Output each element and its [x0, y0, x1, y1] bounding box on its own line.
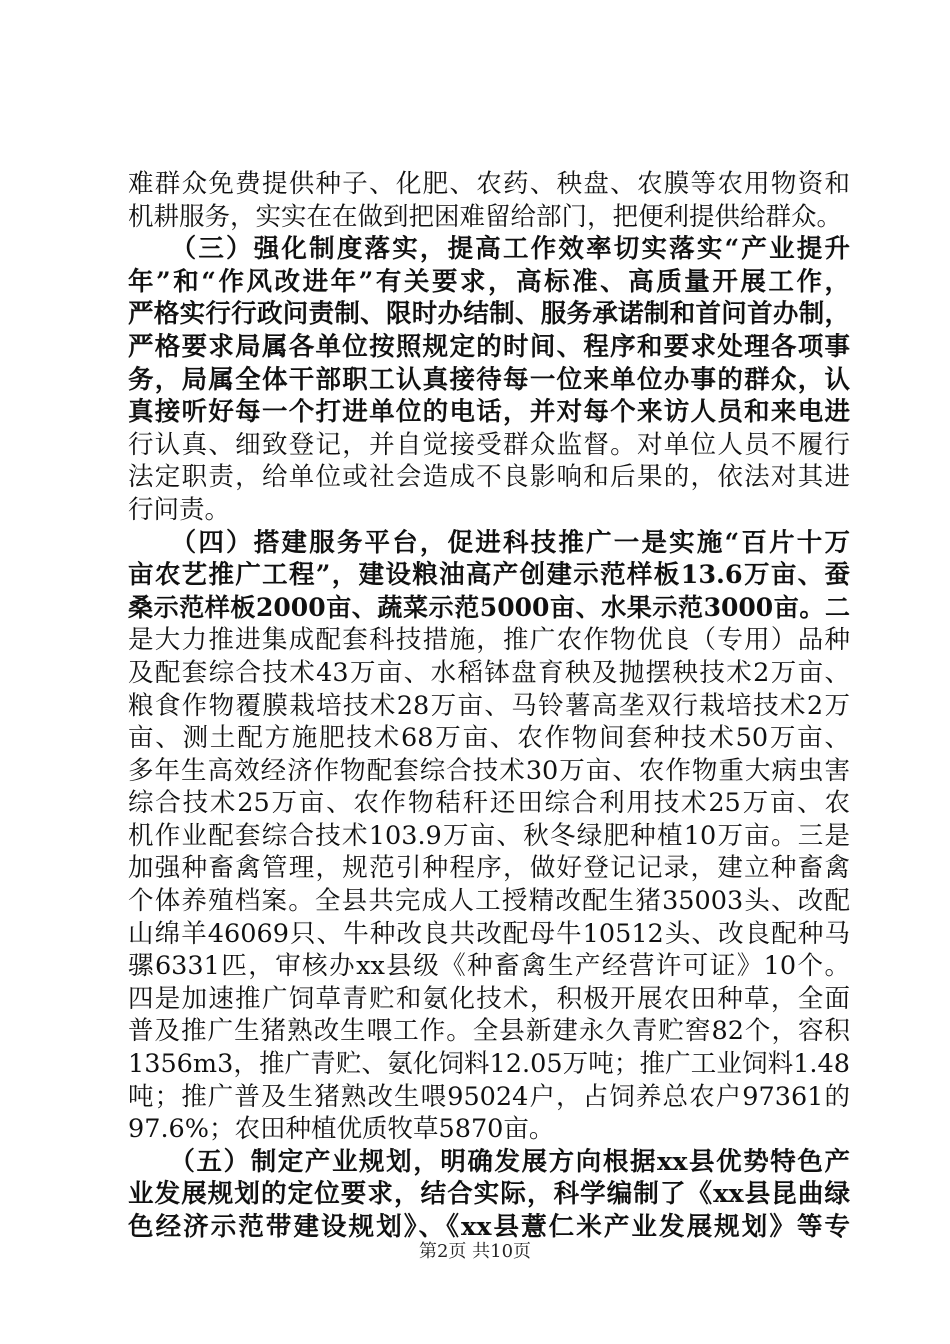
text-line: （四）搭建服务平台，促进科技推广一是实施“百片十万: [128, 527, 850, 558]
text-line: 个体养殖档案。全县共完成人工授精改配生猪35003头、改配: [128, 886, 850, 917]
text-line: 严格实行行政问责制、限时办结制、服务承诺制和首问首办制，: [128, 299, 850, 330]
text-line: 综合技术25万亩、农作物秸秆还田综合利用技术25万亩、农: [128, 788, 850, 819]
text-line: 年”和“作风改进年”有关要求，高标准、高质量开展工作，: [128, 266, 850, 297]
page-footer: 第2页 共10页: [418, 1241, 532, 1262]
text-line: 务，局属全体干部职工认真接待每一位来单位办事的群众，认: [128, 364, 850, 395]
text-line: 难群众免费提供种子、化肥、农药、秧盘、农膜等农用物资和: [128, 169, 850, 199]
text-line: 1356m3，推广青贮、氨化饲料12.05万吨；推广工业饲料1.48: [128, 1049, 850, 1080]
text-line: 业发展规划的定位要求，结合实际，科学编制了《xx县昆曲绿: [128, 1179, 850, 1210]
text-line: （三）强化制度落实，提高工作效率切实落实“产业提升: [128, 234, 850, 265]
text-line: 机耕服务，实实在在做到把困难留给部门，把便利提供给群众。: [128, 201, 843, 232]
text-line: 色经济示范带建设规划》、《xx县薏仁米产业发展规划》等专: [128, 1212, 850, 1242]
text-line: 普及推广生猪熟改生喂工作。全县新建永久青贮窖82个，容积: [128, 1016, 850, 1047]
text-line: 粮食作物覆膜栽培技术28万亩、马铃薯高垄双行栽培技术2万: [128, 690, 850, 721]
text-line: 骡6331匹，审核办xx县级《种畜禽生产经营许可证》10个。: [128, 951, 850, 982]
text-line: 行问责。: [128, 494, 231, 525]
text-line: 多年生高效经济作物配套综合技术30万亩、农作物重大病虫害: [128, 755, 850, 786]
text-line: 真接听好每一个打进单位的电话，并对每个来访人员和来电进: [128, 397, 850, 428]
text-line: 法定职责，给单位或社会造成不良影响和后果的，依法对其进: [128, 462, 850, 493]
text-line: 严格要求局属各单位按照规定的时间、程序和要求处理各项事: [128, 331, 850, 362]
body-text: [128, 168, 850, 1244]
text-line: 山绵羊46069只、牛种改良共改配母牛10512头、改良配种马: [128, 918, 850, 949]
text-line: 桑示范样板2000亩、蔬菜示范5000亩、水果示范3000亩。二: [128, 592, 850, 622]
text-line: （五）制定产业规划，明确发展方向根据xx县优势特色产: [128, 1146, 850, 1177]
text-line: 吨；推广普及生猪熟改生喂95024户，占饲养总农户97361的: [128, 1081, 850, 1112]
text-line: 行认真、细致登记，并自觉接受群众监督。对单位人员不履行: [128, 429, 850, 460]
text-line: 是大力推进集成配套科技措施，推广农作物优良（专用）品种: [128, 625, 850, 656]
text-line: 加强种畜禽管理，规范引种程序，做好登记记录，建立种畜禽: [128, 853, 850, 884]
text-line: 四是加速推广饲草青贮和氨化技术，积极开展农田种草，全面: [128, 983, 850, 1014]
text-line: 亩农艺推广工程”，建设粮油高产创建示范样板13.6万亩、蚕: [128, 560, 850, 591]
text-line: 亩、测土配方施肥技术68万亩、农作物间套种技术50万亩、: [128, 723, 850, 754]
text-line: 97.6%；农田种植优质牧草5870亩。: [128, 1114, 555, 1145]
text-line: 及配套综合技术43万亩、水稻钵盘育秧及抛摆秧技术2万亩、: [128, 657, 850, 688]
text-line: 机作业配套综合技术103.9万亩、秋冬绿肥种植10万亩。三是: [128, 820, 850, 851]
